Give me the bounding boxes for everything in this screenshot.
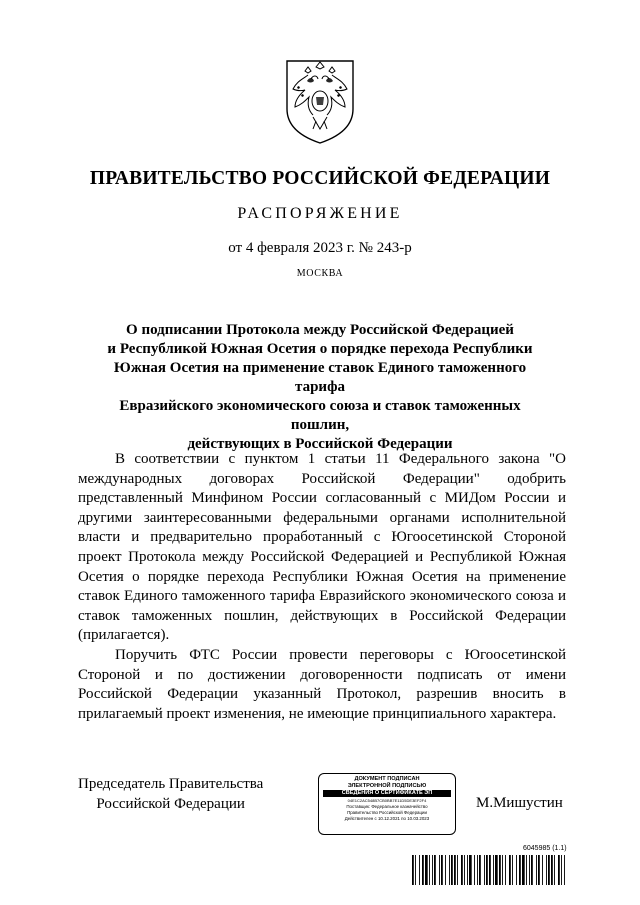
barcode-bar [432, 855, 433, 885]
barcode-bar [477, 855, 478, 885]
barcode-bar [529, 855, 530, 885]
barcode-bar [548, 855, 550, 885]
barcode-bar [486, 855, 488, 885]
government-title: ПРАВИТЕЛЬСТВО РОССИЙСКОЙ ФЕДЕРАЦИИ [89, 168, 551, 189]
barcode-icon [412, 855, 566, 885]
signatory-position-line: Председатель Правительства [78, 776, 264, 792]
barcode-bar [445, 855, 446, 885]
barcode-bar [441, 855, 443, 885]
stamp-serial: 04E1C2AC548B7CB0BB7E11D5DE3EF2F4 [347, 798, 427, 803]
barcode-number: 6045985 (1.1) [523, 845, 567, 852]
barcode-bar [493, 855, 494, 885]
barcode-bar [502, 855, 503, 885]
document-city: МОСКВА [296, 268, 344, 279]
barcode-bar [519, 855, 521, 885]
barcode-bar [512, 855, 513, 885]
barcode-bar [484, 855, 485, 885]
barcode-bar [429, 855, 430, 885]
body-paragraph: Поручить ФТС России провести переговоры с Югоосетинской Стороной и по достижении договоренности подписать от имени Российской Федерации указанный Протокол, разрешив вносить в прилагаемый проект изменения, не имеющие принципиального характера. [78, 646, 566, 722]
stamp-line: ЭЛЕКТРОННОЙ ПОДПИСЬЮ [347, 783, 427, 789]
barcode-bar [434, 855, 436, 885]
barcode-bar [457, 855, 458, 885]
barcode-bar [526, 855, 527, 885]
stamp-issuer-owner: Правительство Российской Федерации [347, 810, 427, 815]
barcode-bar [538, 855, 540, 885]
stamp-line: ДОКУМЕНТ ПОДПИСАН [354, 776, 420, 782]
barcode-bar [467, 855, 468, 885]
barcode-bar [439, 855, 440, 885]
barcode-bar [564, 855, 565, 885]
barcode-bar [558, 855, 560, 885]
barcode-bar [522, 855, 525, 885]
stamp-issuer: Поставщик: Федеральное казначейство [346, 804, 428, 809]
barcode-bar [495, 855, 498, 885]
barcode-bar [454, 855, 456, 885]
stamp-validity: Действителен с 10.12.2021 по 10.03.2023 [344, 816, 430, 821]
heading-line: и Республикой Южная Осетия о порядке перехода Республики [107, 341, 533, 357]
barcode-bar [546, 855, 547, 885]
document-body [78, 450, 566, 724]
barcode-bar [505, 855, 506, 885]
barcode-bar [449, 855, 450, 885]
barcode-bar [422, 855, 424, 885]
coat-of-arms-icon [283, 57, 357, 145]
body-paragraph: В соответствии с пунктом 1 статьи 11 Федерального закона "О международных договорах Российской Федерации" одобрить представленный Минфином России согласованный с МИДом России и другими заинтересованными федеральными органами исполнительной власти и предварительно проработанный с Югоосетинской Стороной проект Протокола между Российской Федерацией и Республикой Южная Осетия о порядке перехода Республики Южная Осетия на применение ставок Единого таможенного тарифа Евразийского экономического союза и ставок таможенных пошлин, действующих в Российской Федерации (прилагается). [78, 451, 566, 644]
barcode-bar [479, 855, 481, 885]
barcode-bar [464, 855, 465, 885]
barcode-bar [412, 855, 414, 885]
barcode-bar [419, 855, 420, 885]
barcode-bar [551, 855, 553, 885]
signatory-position [78, 774, 263, 814]
barcode-bar [451, 855, 453, 885]
barcode-bar [531, 855, 533, 885]
barcode-bar [542, 855, 543, 885]
barcode-bar [499, 855, 501, 885]
barcode-bar [489, 855, 491, 885]
electronic-signature-stamp [318, 773, 456, 835]
heading-line: Южная Осетия на применение ставок Единого таможенного тарифа [113, 360, 527, 395]
heading-line: действующих в Российской Федерации [187, 436, 453, 452]
signatory-position-line: Российской Федерации [96, 796, 245, 812]
signatory-name: М.Мишустин [476, 795, 563, 811]
document-type: РАСПОРЯЖЕНИЕ [237, 205, 403, 222]
barcode-bar [415, 855, 416, 885]
heading-line: О подписании Протокола между Российской Федерацией [126, 322, 514, 338]
stamp-certificate-header: СВЕДЕНИЯ О СЕРТИФИКАТЕ ЭП [323, 790, 451, 797]
heading-line: Евразийского экономического союза и ставок таможенных пошлин, [119, 398, 521, 433]
barcode-bar [425, 855, 428, 885]
barcode-bar [469, 855, 472, 885]
barcode-bar [554, 855, 555, 885]
barcode-bar [516, 855, 517, 885]
document-date-number: от 4 февраля 2023 г. № 243-р [228, 240, 412, 256]
barcode-bar [536, 855, 537, 885]
barcode-bar [561, 855, 562, 885]
barcode-bar [474, 855, 475, 885]
barcode-bar [509, 855, 511, 885]
barcode-bar [461, 855, 463, 885]
document-heading [95, 321, 545, 454]
